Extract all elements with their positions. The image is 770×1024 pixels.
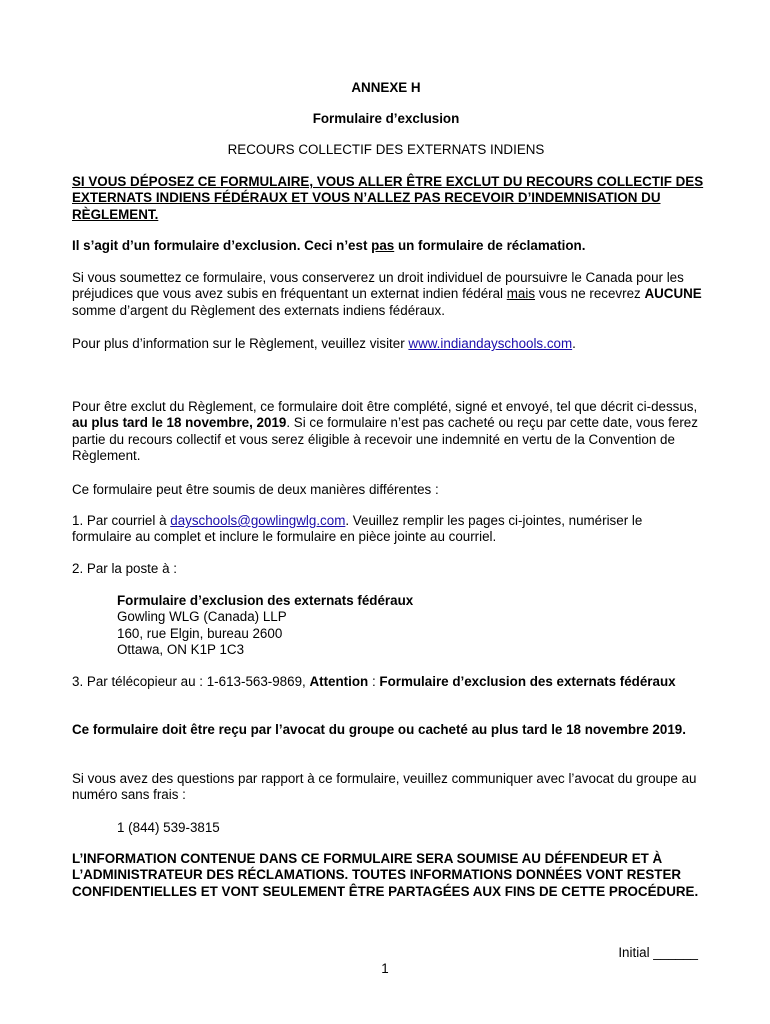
- methods-intro: Ce formulaire peut être soumis de deux manières différentes :: [72, 482, 439, 497]
- method-fax: [72, 674, 704, 690]
- deadline-paragraph: [72, 399, 704, 464]
- fax-colon: :: [368, 674, 380, 689]
- notice-text-before: Il s’agit d’un formulaire d’exclusion. Ceci n’est: [72, 238, 372, 253]
- deadline-text-2: . Si ce formulaire n’est pas cacheté ou reçu par cette date, vous ferez partie du recours collectif et vous serez éligible à recevoir une indemnité en vertu de la Convention de Règlement.: [72, 415, 698, 463]
- email-text-after: . Veuillez remplir les pages ci-jointes, numériser le formulaire au complet et inclure le formulaire en pièce jointe au courriel.: [72, 513, 643, 545]
- address-line-1: Formulaire d’exclusion des externats fédéraux: [117, 593, 414, 608]
- email-link[interactable]: dayschools@gowlingwlg.com: [170, 513, 346, 528]
- rights-emphasis-mais: mais: [506, 286, 536, 302]
- email-text-before: 1. Par courriel à: [72, 513, 171, 528]
- notice-text-after: un formulaire de réclamation.: [394, 238, 586, 253]
- rights-text-1: Si vous soumettez ce formulaire, vous conserverez un droit individuel de poursuivre le Canada pour les préjudices que vous avez subis en fréquentant un externat indien fédéral: [72, 270, 684, 302]
- mailing-address: [117, 593, 697, 658]
- toll-free-phone: 1 (844) 539-3815: [117, 820, 220, 835]
- initial-field: Initial ______: [618, 945, 698, 960]
- address-line-4: Ottawa, ON K1P 1C3: [117, 641, 245, 657]
- deadline-date: au plus tard le 18 novembre, 2019: [72, 415, 287, 431]
- rights-text-2: vous ne recevrez: [535, 286, 645, 302]
- info-period: .: [572, 336, 576, 351]
- method-email: [72, 513, 704, 546]
- case-title: RECOURS COLLECTIF DES EXTERNATS INDIENS: [227, 142, 545, 157]
- rights-emphasis-aucune: AUCUNE: [644, 286, 702, 302]
- received-notice: Ce formulaire doit être reçu par l’avocat du groupe ou cacheté au plus tard le 18 novembre 2019.: [72, 722, 686, 737]
- questions-paragraph: Si vous avez des questions par rapport à ce formulaire, veuillez communiquer avec l’avocat du groupe au numéro sans frais :: [72, 771, 697, 803]
- form-title: Formulaire d’exclusion: [312, 111, 460, 126]
- notice-emphasis: pas: [371, 238, 395, 253]
- page-number: 1: [381, 961, 389, 976]
- warning-text: SI VOUS DÉPOSEZ CE FORMULAIRE, VOUS ALLER ÊTRE EXCLUT DU RECOURS COLLECTIF DES EXTERNATS INDIENS FÉDÉRAUX ET VOUS N’ALLEZ PAS RECEVOIR D’INDEMNISATION DU RÈGLEMENT.: [72, 174, 704, 222]
- info-paragraph: [72, 336, 704, 352]
- fax-subject: Formulaire d’exclusion des externats fédéraux: [379, 674, 676, 689]
- rights-paragraph: [72, 270, 704, 319]
- deadline-text-1: Pour être exclut du Règlement, ce formulaire doit être complété, signé et envoyé, tel que décrit ci-dessus,: [72, 399, 698, 414]
- method-mail: 2. Par la poste à :: [72, 561, 177, 576]
- address-line-2: Gowling WLG (Canada) LLP: [117, 609, 287, 625]
- address-line-3: 160, rue Elgin, bureau 2600: [117, 625, 283, 641]
- optout-notice: [72, 238, 704, 254]
- info-text: Pour plus d’information sur le Règlement, veuillez visiter: [72, 336, 409, 351]
- confidentiality-notice: L’INFORMATION CONTENUE DANS CE FORMULAIRE SERA SOUMISE AU DÉFENDEUR ET À L’ADMINISTRATEUR DES RÉCLAMATIONS. TOUTES INFORMATIONS DONNÉES VONT RESTER CONFIDENTIELLES ET VONT SEULEMENT ÊTRE PARTAGÉES AUX FINS DE CETTE PROCÉDURE.: [72, 851, 699, 899]
- rights-text-3: somme d’argent du Règlement des externats indiens fédéraux.: [72, 302, 445, 318]
- website-link[interactable]: www.indiandayschools.com: [408, 336, 573, 351]
- fax-attention: Attention: [309, 674, 369, 689]
- annex-heading: ANNEXE H: [351, 80, 421, 95]
- fax-text: 3. Par télécopieur au : 1-613-563-9869,: [72, 674, 310, 689]
